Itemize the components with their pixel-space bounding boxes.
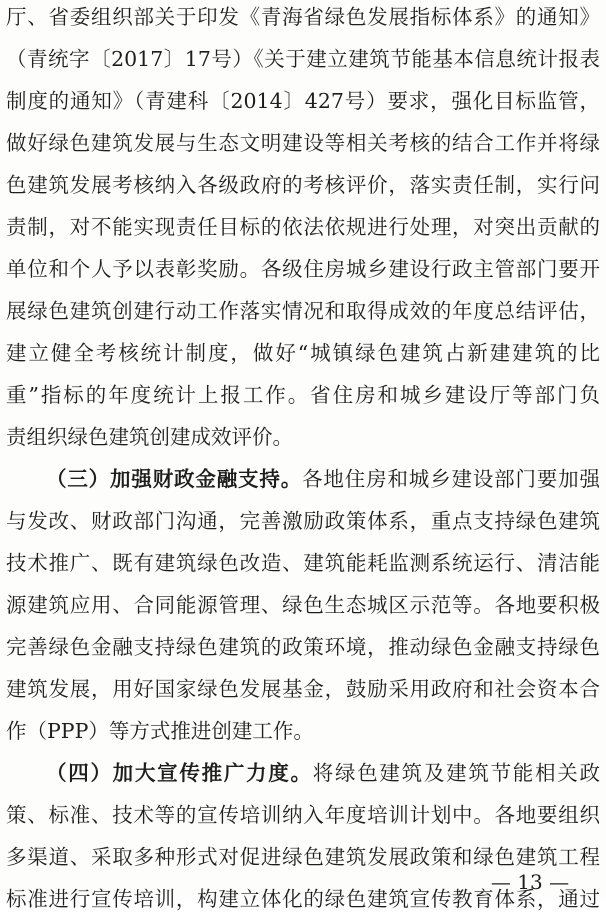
text-line: 标准进行宣传培训，构建立体化的绿色建筑宣传教育体系，通过 <box>6 887 600 911</box>
text-line: 单位和个人予以表彰奖励。各级住房城乡建设行政主管部门要开 <box>6 257 600 281</box>
text-line: 制度的通知》（青建科〔2014〕427号）要求，强化目标监管， <box>6 89 600 113</box>
section-3-heading: （三）加强财政金融支持。 <box>46 467 303 491</box>
section-3-first-line <box>46 460 600 498</box>
text-line: 厅、省委组织部关于印发《青海省绿色发展指标体系》的通知》 <box>6 5 600 29</box>
text-line: 与发改、财政部门沟通，完善激励政策体系，重点支持绿色建筑 <box>6 509 600 533</box>
text-line: 重”指标的年度统计上报工作。省住房和城乡建设厅等部门负 <box>6 383 600 407</box>
text-line: （青统字〔2017〕17号）《关于建立建筑节能基本信息统计报表 <box>6 47 600 71</box>
text-line: 建立健全考核统计制度，做好“城镇绿色建筑占新建建筑的比 <box>6 341 600 365</box>
text-line: 技术推广、既有建筑绿色改造、建筑能耗监测系统运行、清洁能 <box>6 551 600 575</box>
text-line: 作（PPP）等方式推进创建工作。 <box>6 719 314 743</box>
section-4-first-line <box>46 754 600 792</box>
text-line: 多渠道、采取多种形式对促进绿色建筑发展政策和绿色建筑工程 <box>6 845 600 869</box>
text-line: 展绿色建筑创建行动工作落实情况和取得成效的年度总结评估， <box>6 299 600 323</box>
section-4-heading: （四）加大宣传推广力度。 <box>46 761 313 785</box>
text-line: 完善绿色金融支持绿色建筑的政策环境，推动绿色金融支持绿色 <box>6 635 600 659</box>
text-line: 源建筑应用、合同能源管理、绿色生态城区示范等。各地要积极 <box>6 593 600 617</box>
section-3-text: 各地住房和城乡建设部门要加强 <box>302 467 600 491</box>
text-line: 建筑发展，用好国家绿色发展基金，鼓励采用政府和社会资本合 <box>6 677 600 701</box>
text-line: 色建筑发展考核纳入各级政府的考核评价，落实责任制，实行问 <box>6 173 600 197</box>
text-line: 策、标准、技术等的宣传培训纳入年度培训计划中。各地要组织 <box>6 803 600 827</box>
page-number: — 13 — <box>490 870 570 894</box>
text-line: 做好绿色建筑发展与生态文明建设等相关考核的结合工作并将绿 <box>6 131 600 155</box>
section-4-text: 将绿色建筑及建筑节能相关政 <box>312 761 600 785</box>
text-line: 责制，对不能实现责任目标的依法依规进行处理，对突出贡献的 <box>6 215 600 239</box>
text-line: 责组织绿色建筑创建成效评价。 <box>6 425 293 449</box>
